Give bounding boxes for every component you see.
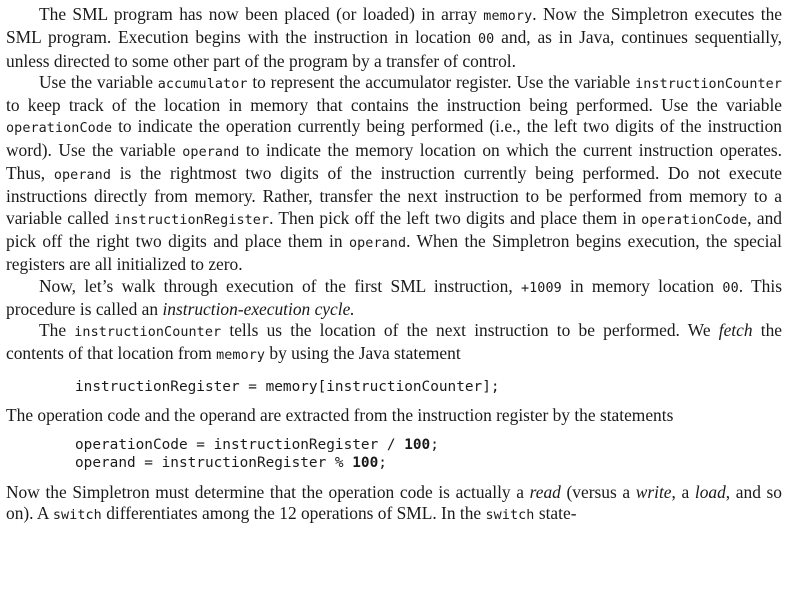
code-block-extract (6, 436, 782, 473)
paragraph-switch (6, 482, 782, 527)
code-instruction-register: instructionRegister (114, 212, 270, 228)
code-location-00: 00 (477, 32, 495, 48)
text-run: Now, let’s walk through execution of the first SML instruction, (39, 275, 521, 296)
text-run: differentiates among the 12 operations of SML. In the (101, 503, 486, 524)
code-line-operand (75, 455, 387, 471)
text-run: . When the Simpletron begins execution, the special registers are all initialized to zero. (6, 230, 782, 275)
paragraph-first-instruction (6, 276, 782, 321)
emphasis-fetch: fetch (718, 320, 753, 341)
paragraph-extract (6, 405, 782, 426)
text-run: Use the variable (39, 71, 158, 92)
code-operand: operand (348, 235, 407, 251)
code-line: instructionRegister = memory[instructionCounter]; (75, 378, 500, 395)
text-run: to indicate the memory location on which the current instruction operates. Thus, (6, 139, 782, 184)
text-run: Now the Simpletron must determine that the operation code is actually a (6, 481, 530, 502)
paragraph-fetch (6, 320, 782, 367)
code-switch: switch (485, 508, 535, 524)
code-instruction-counter: instructionCounter (635, 76, 782, 92)
text-run: The SML program has now been placed (or loaded) in array (39, 4, 484, 24)
code-accumulator: accumulator (157, 76, 248, 92)
code-switch: switch (52, 508, 102, 524)
emphasis-instruction-execution-cycle: instruction-execution cycle. (162, 298, 355, 319)
text-run: , and pick off the right two digits and place them in (6, 207, 782, 251)
text-run: . This procedure is called an (6, 275, 782, 319)
text-run: the contents of that location from (6, 320, 782, 364)
text-run: to keep track of the location in memory that contains the instruction being performed. Use the variable (6, 95, 782, 116)
document-page (6, 4, 782, 526)
code-memory: memory (216, 348, 266, 364)
emphasis-read: read (529, 481, 561, 502)
code-text: ; (430, 436, 439, 453)
text-run: is the rightmost two digits of the instruction currently being performed. Do not execute instructions directly from memory. Rather, transfer the next instruction to be performed from memory to a variable called (6, 163, 782, 228)
text-run: to indicate the operation currently being performed (i.e., the left two digits of the instruction word). Use the variable (6, 116, 782, 160)
paragraph-program-loaded (6, 4, 782, 72)
text-run: . Now the Simpletron executes the SML program. Execution begins with the instruction in location (6, 4, 782, 48)
code-operation-code: operationCode (641, 212, 748, 228)
code-number: 100 (352, 455, 379, 472)
text-run: by using the Java statement (265, 343, 461, 364)
code-number: 100 (404, 436, 431, 453)
code-location-00: 00 (722, 280, 739, 296)
text-run: , and so on). A (6, 481, 782, 524)
text-run: The operation code and the operand are extracted from the instruction register by the statements (6, 405, 674, 426)
paragraph-registers (6, 72, 782, 276)
text-run: and, as in Java, continues sequentially, unless directed to some other part of the program by a transfer of control. (6, 27, 782, 71)
code-block-fetch (6, 378, 782, 397)
text-run: , a (671, 481, 695, 502)
code-memory: memory (483, 9, 533, 24)
text-run: state- (534, 503, 577, 524)
code-text: operationCode = instructionRegister / (75, 436, 405, 453)
code-text: ; (378, 455, 387, 472)
text-run: The (39, 320, 75, 341)
text-run: (versus a (560, 481, 636, 502)
code-operation-code: operationCode (6, 121, 113, 137)
code-operand: operand (53, 168, 111, 184)
text-run: in memory location (561, 275, 723, 296)
text-run: . Then pick off the left two digits and place them in (269, 207, 642, 228)
code-text: operand = instructionRegister % (75, 455, 353, 472)
emphasis-load: load (694, 481, 726, 502)
emphasis-write: write (635, 481, 672, 502)
code-instruction-1009: +1009 (520, 280, 562, 296)
text-run: tells us the location of the next instruction to be performed. We (221, 320, 719, 341)
code-line-operation-code (75, 437, 439, 453)
code-instruction-counter: instructionCounter (74, 325, 222, 341)
code-operand: operand (182, 144, 240, 160)
text-run: to represent the accumulator register. Use the variable (247, 71, 636, 92)
